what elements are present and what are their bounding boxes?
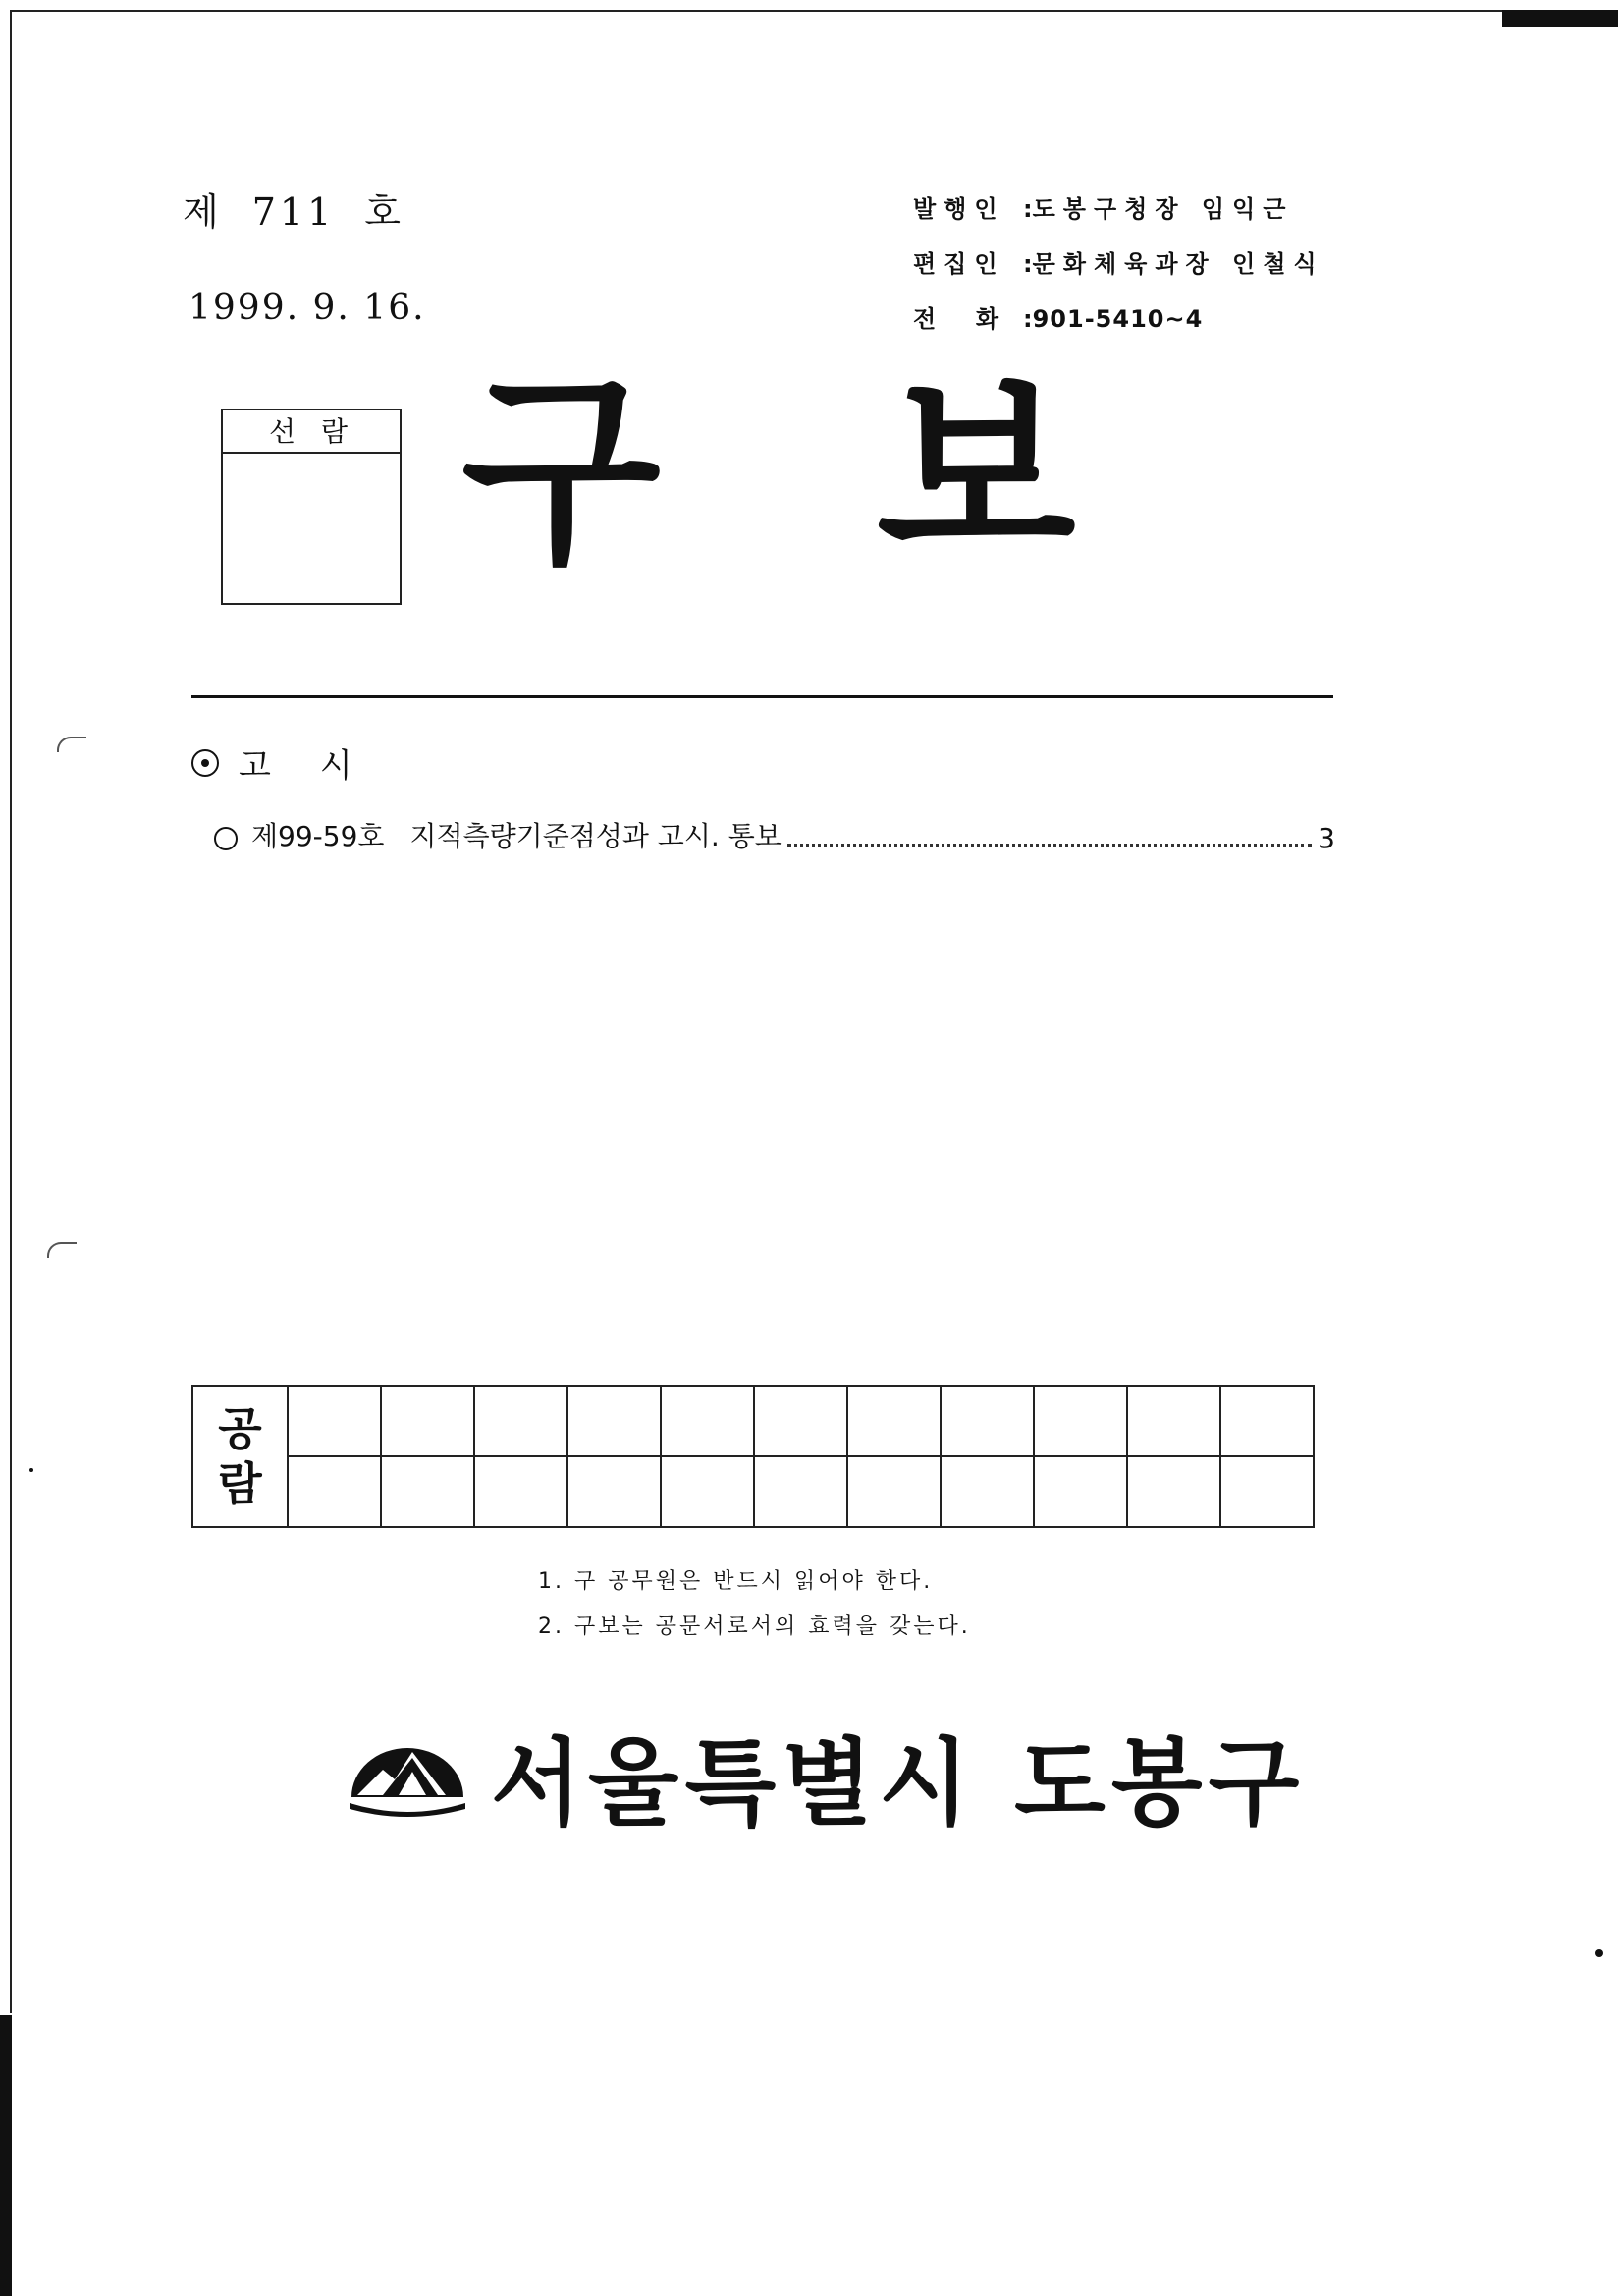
- signature-cell[interactable]: [941, 1456, 1034, 1527]
- note-item: 2. 구보는 공문서로서의 효력을 갖는다.: [538, 1614, 971, 1639]
- gongram-table: [191, 1385, 1315, 1528]
- gongram-label-top: 공: [218, 1402, 262, 1455]
- issue-suffix: 호: [364, 191, 404, 234]
- issue-value: 711: [251, 191, 336, 234]
- issue-prefix: 제: [183, 191, 223, 234]
- seonram-box: [221, 409, 402, 605]
- signature-cell[interactable]: [661, 1386, 754, 1456]
- signature-cell[interactable]: [474, 1456, 567, 1527]
- dot-leader: [787, 844, 1312, 847]
- publisher-row: [913, 182, 1324, 237]
- signature-cell[interactable]: [381, 1456, 474, 1527]
- toc-item[interactable]: [214, 815, 1335, 854]
- signature-cell[interactable]: [1220, 1456, 1314, 1527]
- signature-cell[interactable]: [288, 1456, 381, 1527]
- footer-logo: [344, 1709, 1305, 1843]
- seonram-label: 선람: [223, 410, 400, 454]
- editor-row: [913, 237, 1324, 292]
- note-item: 1. 구 공무원은 반드시 읽어야 한다.: [538, 1569, 934, 1594]
- separator-colon: :: [1023, 305, 1033, 333]
- phone-row: [913, 292, 1324, 347]
- circle-bullet-icon: [214, 827, 238, 850]
- separator-colon: :: [1023, 195, 1033, 223]
- signature-cell[interactable]: [288, 1386, 381, 1456]
- toc-section: [191, 738, 402, 787]
- signature-cell[interactable]: [381, 1386, 474, 1456]
- publisher-value: 도봉구청장 임익근: [1032, 195, 1294, 223]
- scan-border-left: [10, 10, 12, 2013]
- publisher-label: 발행인: [913, 195, 1005, 223]
- signature-cell[interactable]: [754, 1456, 847, 1527]
- editor-label: 편집인: [913, 250, 1005, 278]
- editor-value: 문화체육과장 인철식: [1032, 250, 1324, 278]
- signature-cell[interactable]: [1034, 1456, 1127, 1527]
- notes: [538, 1559, 971, 1650]
- signature-cell[interactable]: [474, 1386, 567, 1456]
- scan-speck: [1595, 1949, 1603, 1957]
- toc-item-number: 제99-59호: [251, 820, 385, 852]
- separator-colon: :: [1023, 250, 1033, 278]
- scan-border-top: [10, 10, 1618, 12]
- title-char-2: 보: [876, 350, 1076, 592]
- mountain-emblem-icon: [344, 1736, 471, 1817]
- signature-cell[interactable]: [1127, 1456, 1220, 1527]
- gongram-label-bottom: 람: [218, 1457, 262, 1510]
- scan-speck: [29, 1468, 33, 1472]
- signature-cell[interactable]: [1034, 1386, 1127, 1456]
- signature-cell[interactable]: [567, 1386, 661, 1456]
- toc-section-title: 고시: [239, 746, 402, 786]
- scan-edge-bar: [0, 2015, 12, 2296]
- phone-label: 전 화: [913, 305, 1007, 333]
- signature-cell[interactable]: [661, 1456, 754, 1527]
- scan-corner-mark: [1502, 10, 1618, 27]
- issue-date: 1999. 9. 16.: [189, 288, 426, 328]
- divider: [191, 695, 1333, 698]
- toc-item-title: 지적측량기준점성과 고시. 통보: [409, 820, 782, 852]
- signature-cell[interactable]: [847, 1386, 941, 1456]
- issue-number: [183, 182, 434, 236]
- publisher-info: [913, 182, 1324, 347]
- dotted-circle-icon: [191, 749, 219, 777]
- toc-item-page: 3: [1318, 822, 1335, 854]
- title-char-1: 구: [461, 350, 661, 592]
- gongram-label: [192, 1386, 288, 1527]
- phone-value: 901-5410~4: [1032, 305, 1204, 333]
- scan-mark: [57, 737, 86, 752]
- signature-cell[interactable]: [1127, 1386, 1220, 1456]
- organization-name: 서울특별시 도봉구: [491, 1727, 1306, 1838]
- signature-cell[interactable]: [1220, 1386, 1314, 1456]
- signature-cell[interactable]: [567, 1456, 661, 1527]
- signature-cell[interactable]: [941, 1386, 1034, 1456]
- signature-cell[interactable]: [754, 1386, 847, 1456]
- scan-mark: [47, 1242, 77, 1258]
- page-title: [461, 350, 1076, 592]
- signature-cell[interactable]: [847, 1456, 941, 1527]
